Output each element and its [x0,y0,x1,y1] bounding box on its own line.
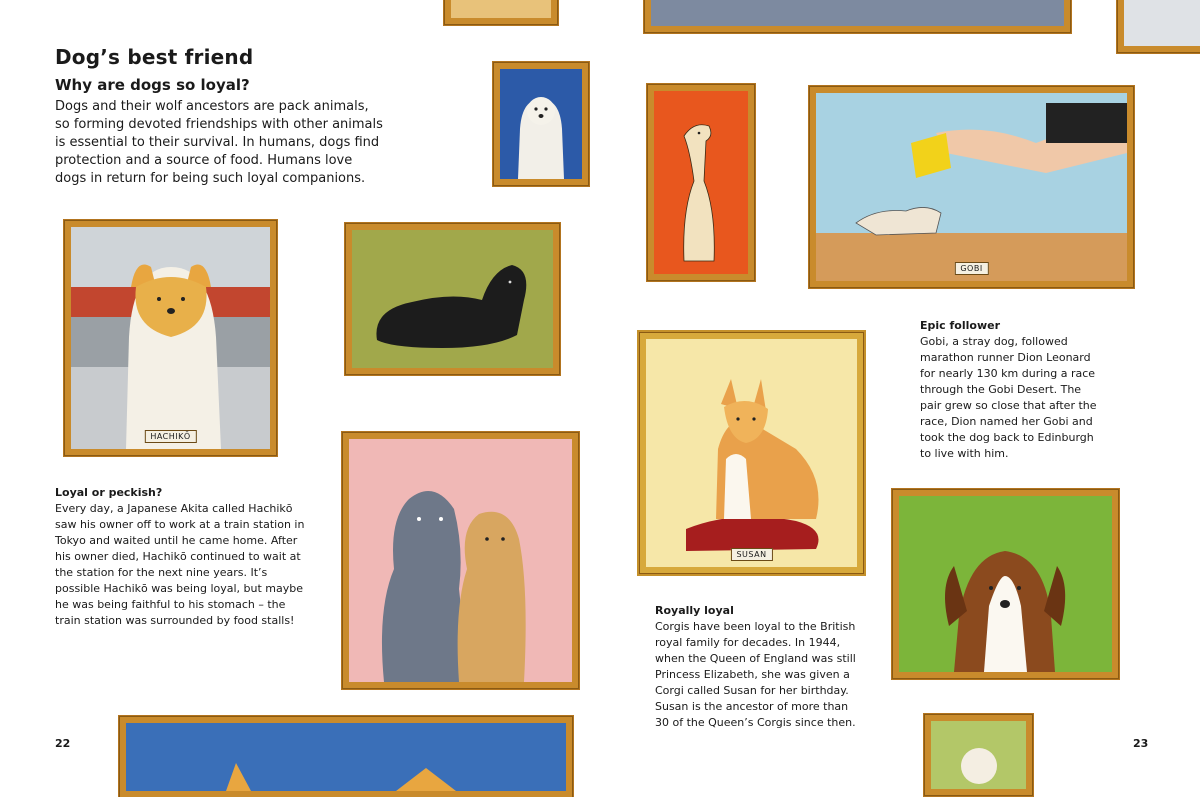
page-title: Dog’s best friend [55,45,254,69]
page-number-left: 22 [55,737,71,750]
beagle-illustration [899,496,1112,672]
painting-two-dogs [343,433,578,688]
royally-loyal-heading: Royally loyal [655,604,734,617]
painting-white-dog [494,63,588,185]
loyal-or-peckish-heading: Loyal or peckish? [55,486,163,499]
page-number-right: 23 [1133,737,1149,750]
painting-black-dog [346,224,559,374]
painting-top-right [1118,0,1200,52]
two-dogs-illustration [349,439,572,682]
susan-illustration [646,339,857,567]
painting-gobi [810,87,1133,287]
gobi-illustration [816,93,1127,281]
loyal-or-peckish-section [55,485,305,629]
painting-hachiko [65,221,276,455]
painting-beagle [893,490,1118,678]
gobi-plaque: GOBI [954,262,988,275]
epic-follower-section [920,318,1105,462]
white-dog-illustration [500,69,582,179]
hachiko-plaque: HACHIKŌ [144,430,196,443]
painting-bottom-wide [120,717,572,797]
susan-plaque: SUSAN [730,548,772,561]
page-subtitle: Why are dogs so loyal? [55,76,250,94]
painting-top-small [445,0,557,24]
epic-follower-body: Gobi, a stray dog, followed marathon runner Dion Leonard for nearly 130 km during a race through the Gobi Desert. The pair grew so close that after the race, Dion named her Gobi and took the dog back to Edinburgh to live with him. [920,335,1097,460]
hachiko-illustration [71,227,270,449]
royally-loyal-body: Corgis have been loyal to the British royal family for decades. In 1944, when the Queen of England was still Princess Elizabeth, she was given a Corgi called Susan for her birthday. Susan is the ancestor of more than 30 of the Queen’s Corgis since then. [655,620,856,729]
loyal-or-peckish-body: Every day, a Japanese Akita called Hachikō saw his owner off to work at a train station in Tokyo and waited until he came home. After his owner died, Hachikō continued to wait at the station for the next nine years. It’s possible Hachikō was being loyal, but maybe he was being faithful to his stomach – the train station was surrounded by food stalls! [55,502,305,627]
epic-follower-heading: Epic follower [920,319,1000,332]
black-dog-illustration [352,230,553,368]
painting-sitting-dog [648,85,754,280]
painting-top-wide [645,0,1070,32]
painting-susan [640,333,863,573]
sitting-dog-illustration [654,91,748,274]
painting-bottom-small [925,715,1032,795]
intro-paragraph: Dogs and their wolf ancestors are pack animals, so forming devoted friendships with other animals is essential to their survival. In humans, dogs find protection and a source of food. Humans love dogs in return for being such loyal companions. [55,99,383,186]
royally-loyal-section [655,603,865,731]
